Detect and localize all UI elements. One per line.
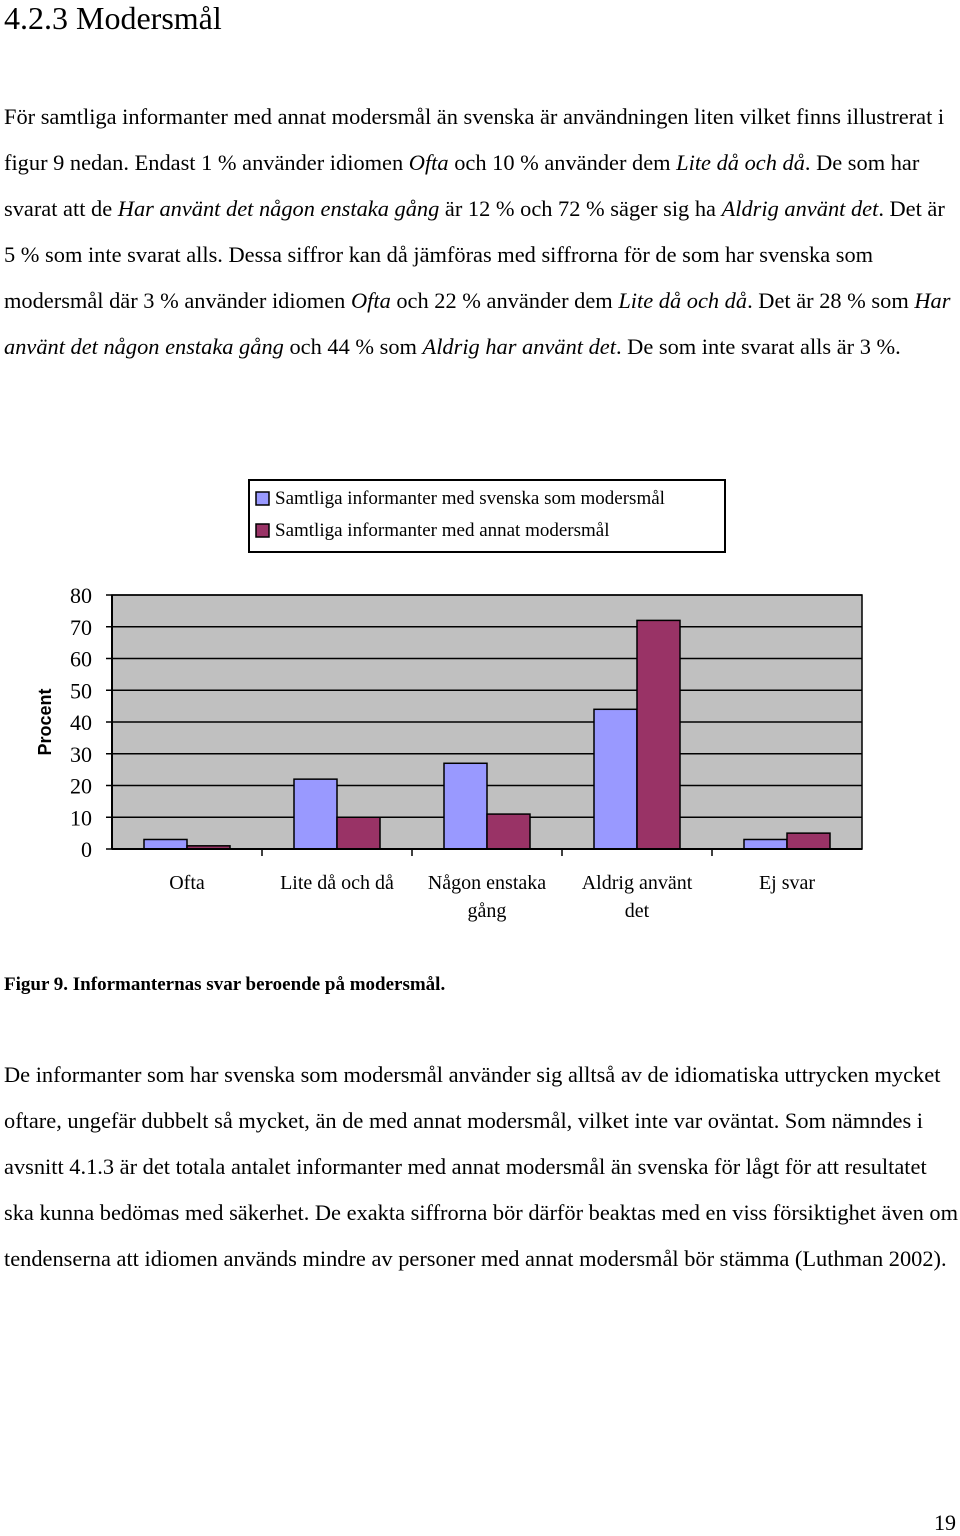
text-run: . Det är 28 % som [747, 288, 915, 313]
y-tick-label: 40 [70, 710, 92, 735]
legend-label: Samtliga informanter med annat modersmål [275, 520, 610, 541]
italic-term: Lite då och då [676, 150, 805, 175]
legend-swatch [256, 524, 269, 537]
legend-label: Samtliga informanter med svenska som modersmål [275, 488, 665, 509]
text-run: är 12 % och 72 % säger sig ha [439, 196, 722, 221]
text-run: . De som har svarat att de [4, 150, 920, 221]
y-tick-labels [70, 583, 92, 862]
bar-annat-1 [337, 817, 380, 849]
section-heading: 4.2.3 Modersmål [4, 0, 222, 36]
y-tick-label: 60 [70, 646, 92, 672]
bar-svenska-2 [444, 763, 487, 849]
y-tick-label: 20 [70, 773, 92, 799]
x-tick-labels [169, 872, 815, 922]
bar-annat-3 [637, 620, 680, 849]
italic-term: Har använt det någon enstaka gång [117, 196, 440, 221]
italic-term: Har använt det någon enstaka gång [4, 288, 951, 359]
y-tick-label: 70 [70, 614, 92, 640]
text-run: . Det är 5 % som inte svarat alls. Dessa siffror kan då jämföras med siffrorna för de som har svenska som modersmål där 3 % använder idiomen [4, 196, 945, 313]
y-tick-label: 80 [70, 583, 92, 608]
text-run: och 44 % som [283, 334, 423, 359]
bar-svenska-3 [594, 709, 637, 849]
x-tick-label: Lite då och då [280, 872, 394, 894]
intro-paragraph [4, 94, 958, 370]
text-run: och 10 % använder dem [448, 150, 677, 175]
bar-svenska-1 [294, 779, 337, 849]
y-tick-label: 0 [81, 837, 92, 862]
bar-chart [0, 470, 960, 940]
x-tick-label: Ej svar [758, 872, 816, 894]
legend-swatch [256, 492, 269, 505]
text-run: och 22 % använder dem [390, 288, 619, 313]
text-run: För samtliga informanter med annat modersmål än svenska är användningen liten vilket finns illustrerat i figur 9 nedan. Endast 1 % använder idiomen [4, 104, 945, 175]
figure-caption: Figur 9. Informanternas svar beroende på modersmål. [4, 974, 446, 995]
bar-annat-4 [787, 833, 830, 849]
y-tick-label: 10 [70, 805, 92, 831]
y-tick-label: 30 [70, 741, 92, 767]
page-number: 19 [934, 1510, 956, 1535]
italic-term: Lite då och då [618, 288, 748, 313]
text-run: . De som inte svarat alls är 3 %. [615, 334, 901, 359]
x-tick-label: Ofta [169, 872, 205, 894]
italic-term: Aldrig har använt det [422, 334, 616, 359]
bar-annat-2 [487, 814, 530, 849]
italic-term: Aldrig använt det [721, 196, 879, 221]
bar-svenska-4 [744, 839, 787, 849]
x-tick-label: Aldrig använt det [581, 872, 693, 922]
y-axis-label: Procent [35, 688, 55, 756]
italic-term: Ofta [408, 150, 449, 175]
y-tick-label: 50 [70, 678, 92, 704]
discussion-paragraph: De informanter som har svenska som modersmål använder sig alltså av de idiomatiska uttrycken mycket oftare, ungefär dubbelt så mycket, än de med annat modersmål, vilket inte var oväntat. Som nämndes i avsnitt 4.1.3 är det totala antalet informanter med annat modersmål än svenska för lågt för att resultatet ska kunna bedömas med säkerhet. De exakta siffrorna bör därför beaktas med en viss försiktighet även om tendenserna att idiomen används mindre av personer med annat modersmål bör stämma (Luthman 2002). [4, 1062, 958, 1271]
bar-svenska-0 [144, 839, 187, 849]
chart-legend [249, 480, 725, 552]
italic-term: Ofta [350, 288, 391, 313]
x-tick-label: Någon enstaka gång [427, 872, 547, 922]
